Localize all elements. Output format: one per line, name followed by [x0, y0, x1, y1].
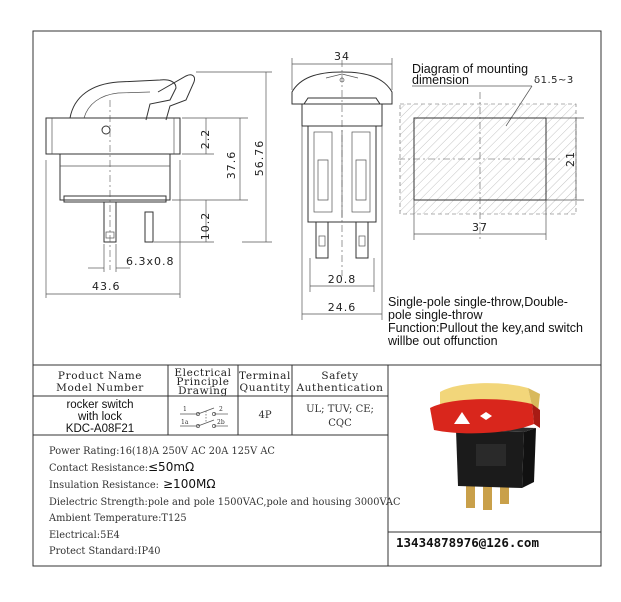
spec-contact-value: ≤50mΩ	[148, 460, 195, 474]
mounting-title-line1: Diagram of mounting	[412, 62, 529, 76]
header-safety-line1: Safety	[321, 370, 359, 382]
schematic-label-1: 1	[183, 406, 187, 413]
dim-10-2: 10.2	[199, 211, 212, 241]
electrical-schematic	[180, 406, 228, 428]
dim-24-6: 24.6	[327, 301, 357, 314]
spec-contact-label: Contact Resistance:	[49, 463, 149, 474]
side-view	[46, 72, 272, 298]
mounting-thickness: δ1.5~3	[534, 75, 574, 86]
spec-power-rating: Power Rating:16(18)A 250V AC 20A 125V AC	[49, 446, 275, 457]
model-number: KDC-A08F21	[65, 423, 135, 435]
mounting-title-line2: dimension	[412, 73, 469, 87]
header-terminal-line1: Terminal	[239, 370, 291, 382]
spec-insulation-value: ≥100MΩ	[163, 477, 216, 491]
terminal-quantity: 4P	[258, 410, 272, 421]
description-line1: Single-pole single-throw,Double-	[388, 295, 568, 309]
spec-electrical: Electrical:5E4	[49, 530, 120, 541]
schematic-label-2b: 2b	[217, 419, 225, 426]
header-electrical-line2: Principle	[176, 376, 230, 388]
description-line4: willbe out offunction	[388, 334, 498, 348]
dim-6-3x0-8: 6.3x0.8	[126, 255, 175, 268]
safety-line2: CQC	[328, 418, 352, 429]
description	[387, 295, 583, 348]
product-photo	[430, 383, 540, 510]
safety-line1: UL; TUV; CE;	[306, 404, 374, 415]
dim-43-6: 43.6	[92, 280, 121, 293]
dim-56-76: 56.76	[253, 139, 266, 177]
contact-email: 13434878976@126.com	[396, 535, 539, 550]
header-product-line1: Product Name	[57, 370, 143, 382]
header-terminal-line2: Quantity	[239, 382, 291, 394]
header-safety-line2: Authentication	[296, 382, 384, 394]
dim-20-8: 20.8	[327, 273, 357, 286]
mounting-dim-21: 21	[564, 151, 577, 167]
header-product-line2: Model Number	[56, 382, 144, 394]
mounting-dim-37: 37	[472, 221, 488, 234]
description-line2: pole single-throw	[388, 308, 483, 322]
mounting-diagram	[398, 62, 584, 240]
dim-2-2: 2.2	[199, 128, 212, 150]
front-view	[292, 50, 392, 320]
dim-34: 34	[334, 50, 350, 63]
spec-insulation-label: Insulation Resistance:	[49, 480, 159, 491]
product-line1: rocker switch	[66, 399, 134, 411]
product-line2: with lock	[77, 411, 123, 423]
description-line3: Function:Pullout the key,and switch	[388, 321, 584, 335]
header-electrical-line3: Drawing	[178, 385, 228, 397]
header-electrical-line1: Electrical	[174, 367, 232, 379]
schematic-label-1a: 1a	[181, 419, 189, 426]
spec-dielectric: Dielectric Strength:pole and pole 1500VAC,pole and housing 3000VAC	[49, 497, 401, 508]
spec-protect: Protect Standard:IP40	[49, 546, 161, 557]
schematic-label-2: 2	[219, 406, 223, 413]
spec-ambient: Ambient Temperature:T125	[49, 513, 187, 524]
dim-37-6: 37.6	[225, 150, 238, 180]
